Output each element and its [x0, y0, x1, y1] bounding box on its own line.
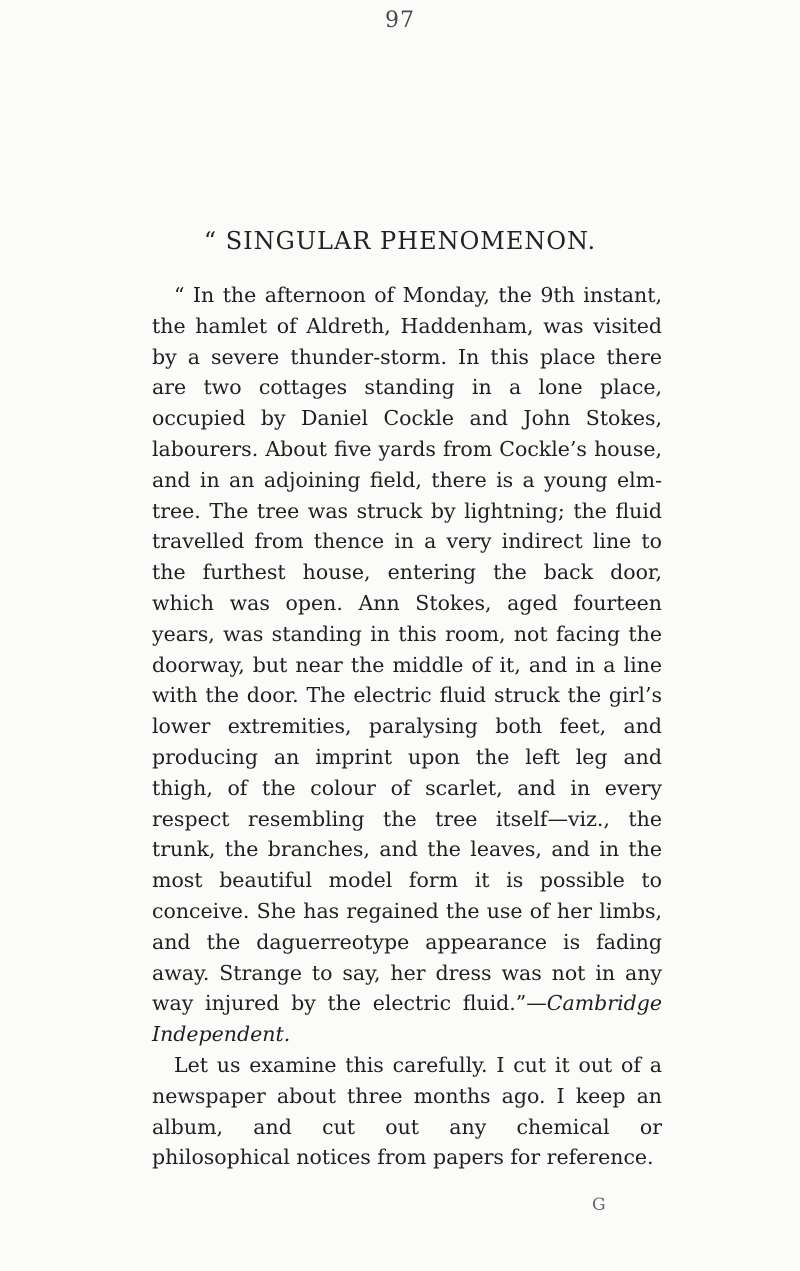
quoted-paragraph-text: “ In the afternoon of Monday, the 9th instant, the hamlet of Aldreth, Haddenham, was visited by a severe thunder-storm. In this place there are two cottages standing in a lone place, occupied by Daniel Cockle and John Stokes, labourers. About five yards from Cockle’s house, and in an adjoining field, there is a young elm-tree. The tree was struck by lightning; the fluid travelled from thence in a very indirect line to the furthest house, entering the back door, which was open. Ann Stokes, aged fourteen years, was standing in this room, not facing the doorway, but near the middle of it, and in a line with the door. The electric fluid struck the girl’s lower extremities, paralysing both feet, and producing an imprint upon the left leg and thigh, of the colour of scarlet, and in every respect resembling the tree itself—viz., the trunk, the branches, and the leaves, and in the most beautiful model form it is possible to conceive. She has regained the use of her limbs, and the daguerreotype appearance is fading away. Strange to say, her dress was not in any way injured by the electric fluid.”— [152, 283, 662, 1016]
article-title: “ SINGULAR PHENOMENON. [203, 227, 597, 255]
article-body [152, 280, 662, 1173]
commentary-paragraph: Let us examine this carefully. I cut it out of a newspaper about three months ago. I keep an album, and cut out any chemical or philosophical notices from papers for reference. [152, 1052, 662, 1170]
page-number: 97 [385, 8, 415, 33]
signature-mark: G [592, 1195, 606, 1215]
quoted-paragraph [152, 280, 662, 1050]
source-citation: Cambridge Independent. [152, 991, 662, 1047]
